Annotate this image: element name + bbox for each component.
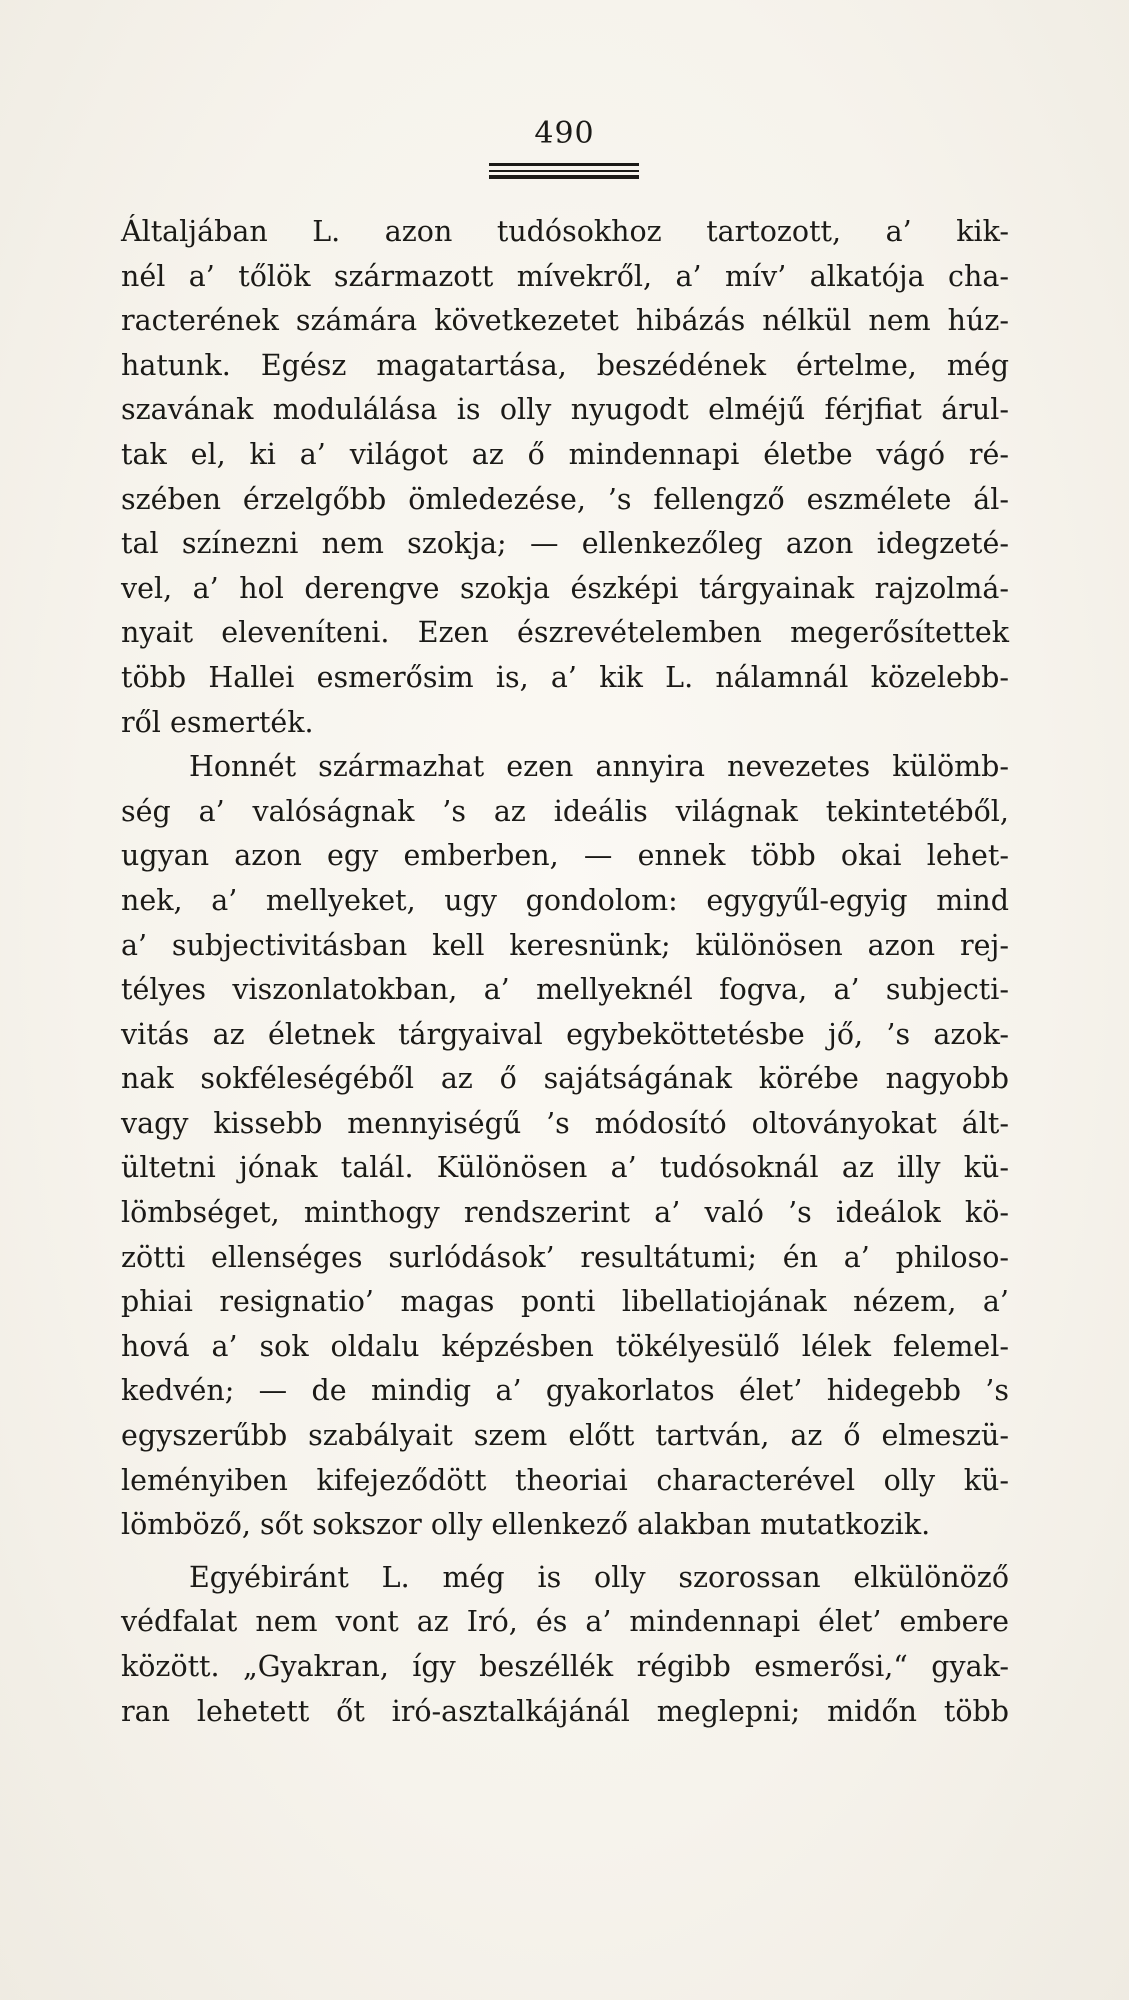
text-line: nak sokféleségéből az ő sajátságának körébe nagyobb: [121, 1062, 1009, 1096]
text-line: több Hallei esmerősim is, a’ kik L. nálamnál közelebb-: [121, 660, 1009, 694]
text-line: hatunk. Egész magatartása, beszédének értelme, még: [121, 348, 1009, 382]
header-rule: [489, 175, 639, 179]
text-line: nek, a’ mellyeket, ugy gondolom: egygyűl-egyig mind: [121, 883, 1009, 917]
text-line: vitás az életnek tárgyaival egybeköttetésbe jő, ’s azok-: [121, 1017, 1009, 1051]
text-line: leményiben kifejeződött theoriai characterével olly kü-: [121, 1463, 1009, 1497]
text-line: vagy kissebb mennyiségű ’s módosító oltoványokat ált-: [121, 1106, 1009, 1140]
text-line: egyszerűbb szabályait szem előtt tartván, az ő elmeszü-: [121, 1419, 1009, 1453]
text-line: Egyébiránt L. még is olly szorossan elkülönöző: [189, 1560, 1009, 1594]
text-line: hová a’ sok oldalu képzésben tökélyesülő lélek felemel-: [121, 1329, 1009, 1363]
text-line: phiai resignatio’ magas ponti libellatiojának nézem, a’: [121, 1285, 1009, 1319]
text-line: télyes viszonlatokban, a’ mellyeknél fogva, a’ subjecti-: [121, 973, 1009, 1007]
paragraph: [121, 745, 1009, 1548]
text-line: szében érzelgőbb ömledezése, ’s fellengző eszmélete ál-: [121, 482, 1009, 516]
text-line: vel, a’ hol derengve szokja észképi tárgyainak rajzolmá-: [121, 571, 1009, 605]
text-line: nél a’ tőlök származott mívekről, a’ mív’ alkatója cha-: [121, 259, 1009, 293]
paragraph: [121, 1556, 1009, 1734]
text-line: a’ subjectivitásban kell keresnünk; különösen azon rej-: [121, 928, 1009, 962]
text-line: lömböző, sőt sokszor olly ellenkező alakban mutatkozik.: [121, 1508, 931, 1542]
text-line: racterének számára következetet hibázás nélkül nem húz-: [121, 304, 1009, 338]
header-rule: [489, 170, 639, 172]
text-line: ség a’ valóságnak ’s az ideális világnak tekintetéből,: [121, 794, 1009, 828]
text-line: ran lehetett őt iró-asztalkájánál meglepni; midőn több: [121, 1694, 1009, 1728]
text-line: között. „Gyakran, így beszéllék régibb esmerősi,“ gyak-: [121, 1650, 1009, 1683]
text-line: zötti ellenséges surlódások’ resultátumi; én a’ philoso-: [121, 1240, 1009, 1274]
text-line: kedvén; — de mindig a’ gyakorlatos élet’ hidegebb ’s: [121, 1374, 1009, 1408]
text-line: nyait eleveníteni. Ezen észrevételemben megerősítettek: [121, 616, 1009, 650]
text-line: Honnét származhat ezen annyira nevezetes külömb-: [189, 750, 1009, 784]
body-text: [121, 210, 1009, 1734]
text-line: védfalat nem vont az Iró, és a’ mindennapi élet’ embere: [121, 1605, 1009, 1639]
text-line: ugyan azon egy emberben, — ennek több okai lehet-: [121, 839, 1009, 873]
text-line: tal színezni nem szokja; — ellenkezőleg azon idegzeté-: [121, 527, 1009, 561]
text-line: Általjában L. azon tudósokhoz tartozott, a’ kik-: [121, 215, 1009, 248]
page-number: 490: [534, 116, 595, 151]
paragraph: [121, 210, 1009, 745]
text-line: szavának modulálása is olly nyugodt elméjű férjfiat árul-: [121, 393, 1009, 427]
header-rule: [489, 163, 639, 166]
text-line: tak el, ki a’ világot az ő mindennapi életbe vágó ré-: [121, 437, 1009, 471]
text-line: ről esmerték.: [121, 705, 314, 739]
text-line: lömbséget, minthogy rendszerint a’ való ’s ideálok kö-: [121, 1196, 1009, 1230]
text-line: ültetni jónak talál. Különösen a’ tudósoknál az illy kü-: [121, 1151, 1009, 1185]
